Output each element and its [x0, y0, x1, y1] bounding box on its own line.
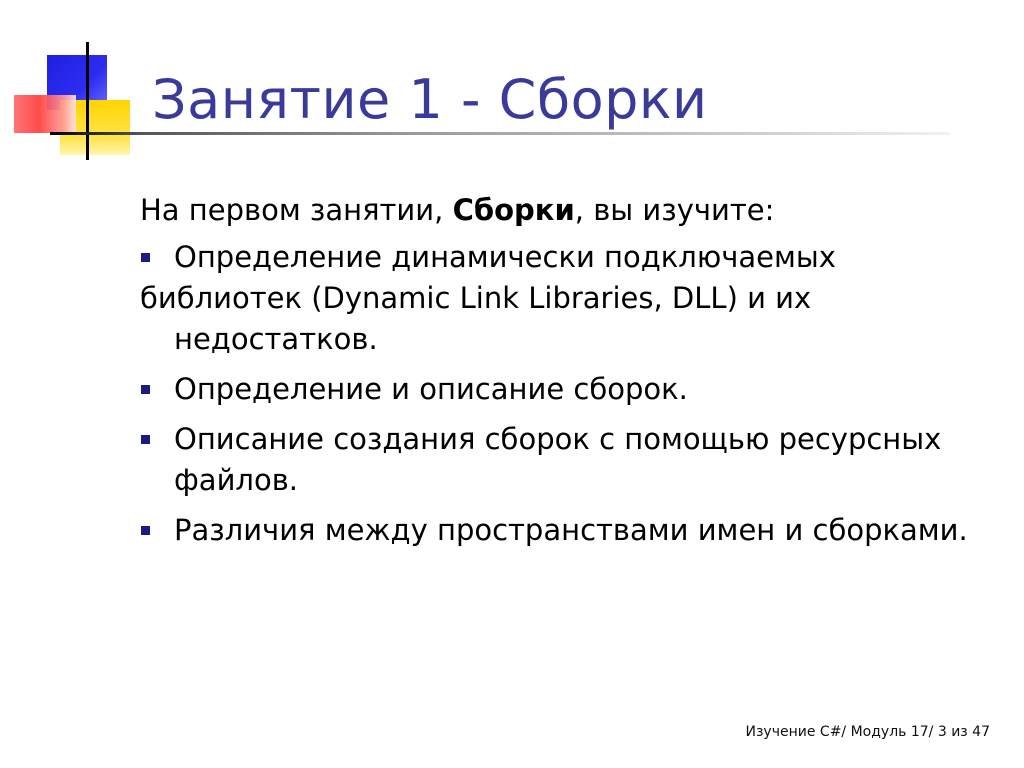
logo-vertical-line: [86, 42, 89, 160]
bullet-definition-text: Определение и описание сборок.: [174, 372, 688, 406]
bullet-list: [140, 237, 1000, 551]
slide-logo: [0, 0, 140, 170]
intro-text: [140, 190, 1000, 231]
bullet-dll-line2: библиотек (Dynamic Link Libraries, DLL) и их: [140, 281, 812, 315]
bullet-resources-text: Описание создания сборок с помощью ресурсных файлов.: [174, 422, 942, 497]
bullet-namespaces-text: Различия между пространствами имен и сборками.: [174, 513, 968, 547]
square-bullet-icon: [141, 435, 150, 444]
bullet-item-definition: [140, 369, 1000, 410]
bullet-item-dll: [140, 237, 1000, 360]
logo-red-square: [14, 95, 76, 133]
slide-title: Занятие 1 - Сборки: [152, 68, 708, 131]
bullet-item-namespaces: [140, 510, 1000, 551]
square-bullet-icon: [141, 526, 150, 535]
intro-bold: Сборки: [452, 193, 575, 227]
slide-footer: Изучение C#/ Модуль 17/ 3 из 47: [745, 724, 990, 740]
title-underline: [50, 132, 950, 135]
slide-body: [140, 190, 1000, 560]
square-bullet-icon: [141, 385, 150, 394]
square-bullet-icon: [141, 253, 150, 262]
bullet-dll-line1: Определение динамически подключаемых: [174, 240, 836, 274]
intro-before: На первом занятии,: [140, 193, 453, 227]
intro-after: , вы изучите:: [574, 193, 775, 227]
bullet-item-resources: [140, 419, 1000, 501]
bullet-dll-line3: недостатков.: [174, 322, 378, 356]
